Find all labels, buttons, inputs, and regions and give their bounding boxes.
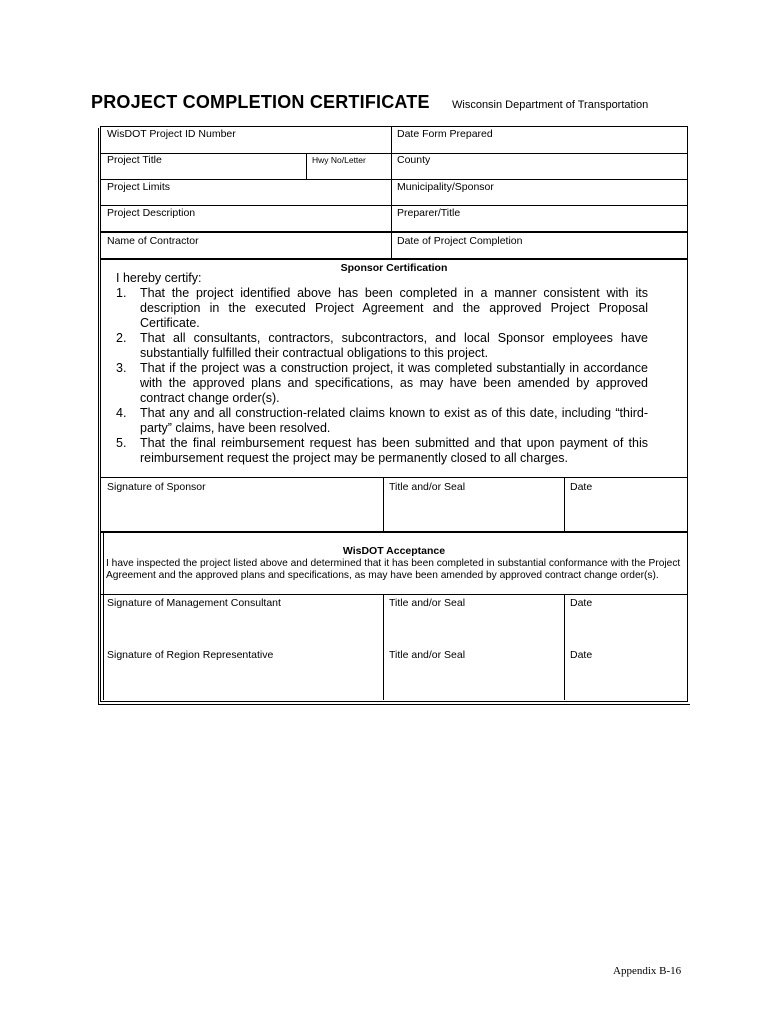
row-divider bbox=[101, 477, 687, 478]
row-divider bbox=[101, 205, 687, 206]
preparer-field[interactable]: Preparer/Title bbox=[397, 207, 461, 219]
county-field[interactable]: County bbox=[397, 154, 431, 166]
consultant-date-field[interactable]: Date bbox=[570, 597, 593, 609]
hwy-field[interactable]: Hwy No/Letter bbox=[312, 155, 366, 165]
project-id-field[interactable]: WisDOT Project ID Number bbox=[107, 128, 236, 140]
hwy-cell-divider bbox=[306, 153, 307, 179]
list-item: 1. That the project identified above has been completed in a manner consistent with its description in the executed Project Agreement and the approved Project Proposal Certificate. bbox=[116, 286, 648, 330]
certify-intro: I hereby certify: bbox=[116, 271, 202, 285]
project-description-field[interactable]: Project Description bbox=[107, 207, 196, 219]
completion-date-field[interactable]: Date of Project Completion bbox=[397, 235, 523, 247]
col-divider bbox=[383, 477, 384, 531]
appendix-label: Appendix B-16 bbox=[613, 965, 682, 977]
page-title: PROJECT COMPLETION CERTIFICATE bbox=[91, 92, 430, 112]
sponsor-certification-heading: Sponsor Certification bbox=[340, 262, 448, 274]
wisdot-acceptance-heading: WisDOT Acceptance bbox=[342, 545, 446, 557]
region-signature-field[interactable]: Signature of Region Representative bbox=[107, 649, 274, 661]
inner-border bbox=[103, 533, 104, 700]
agency-name: Wisconsin Department of Transportation bbox=[452, 99, 649, 111]
list-item: 5. That the final reimbursement request has been submitted and that upon payment of this reimbursement request the project may be permanently closed to all charges. bbox=[116, 436, 648, 465]
list-item: 4. That any and all construction-related claims known to exist as of this date, including “third-party” claims, have been resolved. bbox=[116, 406, 648, 435]
sponsor-signature-field[interactable]: Signature of Sponsor bbox=[107, 481, 206, 493]
consultant-title-seal-field[interactable]: Title and/or Seal bbox=[389, 597, 466, 609]
row-divider bbox=[101, 179, 687, 180]
project-title-field[interactable]: Project Title bbox=[107, 154, 162, 166]
acceptance-statement: I have inspected the project listed above and determined that it has been completed in substantial conformance with the Project Agreement and the approved plans and specifications, as may have been amended by approved contract change order(s). bbox=[106, 558, 681, 581]
region-date-field[interactable]: Date bbox=[570, 649, 593, 661]
list-item: 3. That if the project was a construction project, it was completed substantially in accordance with the approved plans and specifications, as may have been amended by approved contract change order(s). bbox=[116, 361, 648, 405]
certification-list bbox=[116, 286, 648, 466]
row-divider bbox=[101, 594, 687, 595]
sponsor-title-seal-field[interactable]: Title and/or Seal bbox=[389, 481, 466, 493]
row-divider bbox=[101, 153, 687, 154]
project-limits-field[interactable]: Project Limits bbox=[107, 181, 171, 193]
row-divider bbox=[101, 231, 687, 233]
section-divider bbox=[101, 531, 687, 533]
col-divider bbox=[383, 594, 384, 700]
list-item: 2. That all consultants, contractors, subcontractors, and local Sponsor employees have substantially fulfilled their contractual obligations to this project. bbox=[116, 331, 648, 360]
region-title-seal-field[interactable]: Title and/or Seal bbox=[389, 649, 466, 661]
info-column-divider bbox=[391, 127, 392, 259]
date-form-prepared-field[interactable]: Date Form Prepared bbox=[397, 128, 493, 140]
section-divider bbox=[101, 258, 687, 260]
col-divider bbox=[564, 594, 565, 700]
contractor-field[interactable]: Name of Contractor bbox=[107, 235, 199, 247]
sponsor-date-field[interactable]: Date bbox=[570, 481, 593, 493]
col-divider bbox=[564, 477, 565, 531]
consultant-signature-field[interactable]: Signature of Management Consultant bbox=[107, 597, 281, 609]
municipality-field[interactable]: Municipality/Sponsor bbox=[397, 181, 494, 193]
